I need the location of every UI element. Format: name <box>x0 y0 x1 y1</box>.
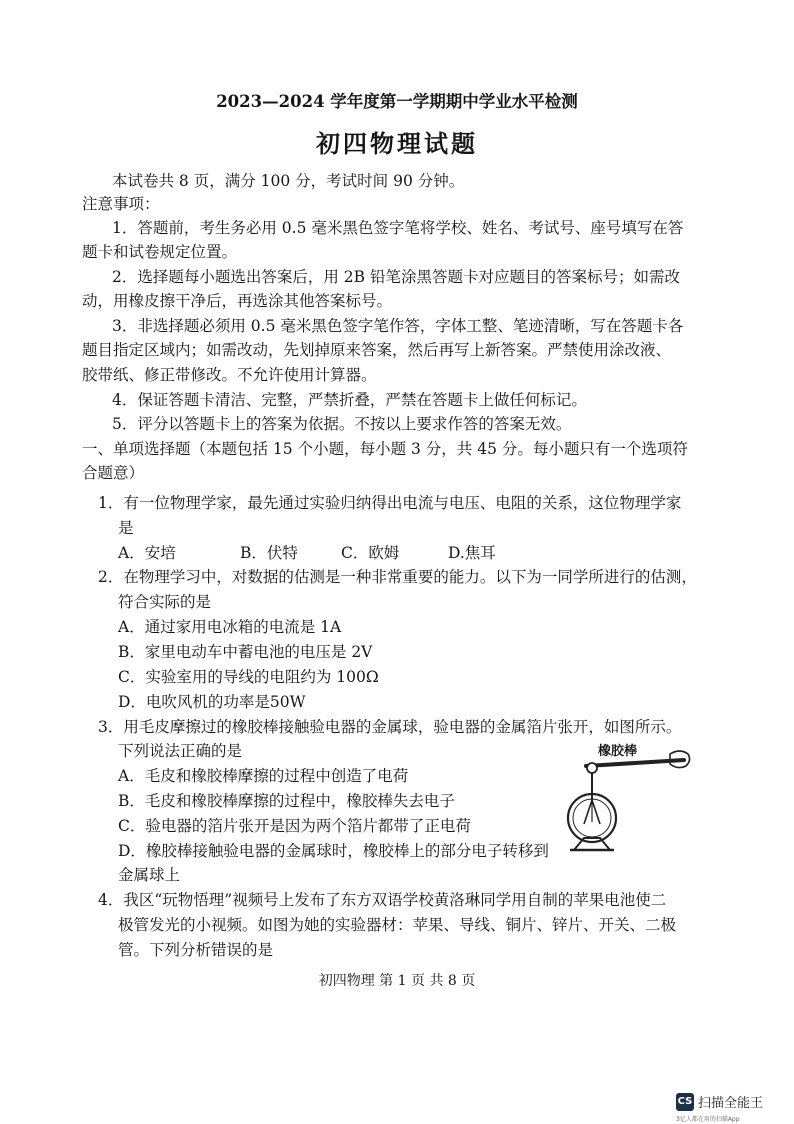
question-2-stem-cont: 符合实际的是 <box>118 593 212 611</box>
question-1-stem-cont: 是 <box>118 519 134 537</box>
note-line: 3．非选择题必须用 0.5 毫米黑色签字笔作答，字体工整、笔迹清晰，写在答题卡各 <box>112 317 684 335</box>
question-1-option-a: A．安培 <box>118 544 176 562</box>
note-line: 1．答题前，考生务必用 0.5 毫米黑色签字笔将学校、姓名、考试号、座号填写在答 <box>112 219 684 237</box>
note-line: 题卡和试卷规定位置。 <box>82 243 238 261</box>
question-1-option-b: B．伏特 <box>240 544 298 562</box>
section-heading: 一、单项选择题（本题包括 15 个小题，每小题 3 分，共 45 分。每小题只有一个选项符 <box>82 440 688 458</box>
question-1-option-c: C．欧姆 <box>341 544 400 562</box>
electroscope-figure <box>566 738 696 868</box>
scanner-watermark <box>676 1092 763 1111</box>
question-1-option-d: D.焦耳 <box>448 544 496 562</box>
exam-title: 初四物理试题 <box>316 129 478 158</box>
question-3-option-b: B．毛皮和橡胶棒摩擦的过程中，橡胶棒失去电子 <box>118 792 455 810</box>
exam-subtitle: 2023—2024 学年度第一学期期中学业水平检测 <box>216 92 578 111</box>
page-footer: 初四物理 第 1 页 共 8 页 <box>318 973 476 989</box>
question-3-option-c: C．验电器的箔片张开是因为两个箔片都带了正电荷 <box>118 817 471 835</box>
question-4-stem-cont: 极管发光的小视频。如图为她的实验器材：苹果、导线、铜片、锌片、开关、二极 <box>118 916 677 934</box>
question-3-stem: 3．用毛皮摩擦过的橡胶棒接触验电器的金属球，验电器的金属箔片张开，如图所示。 <box>98 718 682 736</box>
question-3-option-a: A．毛皮和橡胶棒摩擦的过程中创造了电荷 <box>118 767 409 785</box>
note-line: 胶带纸、修正带修改。不允许使用计算器。 <box>82 366 377 384</box>
note-line: 2．选择题每小题选出答案后，用 2B 铅笔涂黑答题卡对应题目的答案标号；如需改 <box>112 268 680 286</box>
scanner-logo-icon: CS <box>676 1093 694 1111</box>
exam-intro: 本试卷共 8 页，满分 100 分，考试时间 90 分钟。 <box>112 172 465 190</box>
question-2-option-d: D．电吹风机的功率是50W <box>118 693 306 711</box>
question-4-stem-cont: 管。下列分析错误的是 <box>118 941 274 959</box>
question-3-option-d-cont: 金属球上 <box>118 866 181 884</box>
note-line: 动，用橡皮擦干净后，再选涂其他答案标号。 <box>82 292 393 310</box>
question-4-stem: 4．我区“玩物悟理”视频号上发布了东方双语学校黄洛琳同学用自制的苹果电池使二 <box>98 891 667 909</box>
question-2-option-a: A．通过家用电冰箱的电流是 1A <box>118 618 342 636</box>
question-1-stem: 1．有一位物理学家，最先通过实验归纳得出电流与电压、电阻的关系，这位物理学家 <box>98 494 682 512</box>
notes-heading: 注意事项： <box>82 195 160 213</box>
scanner-tagline: 3亿人都在用的扫描App <box>676 1116 740 1123</box>
question-2-option-b: B．家里电动车中蓄电池的电压是 2V <box>118 643 373 661</box>
note-line: 5．评分以答题卡上的答案为依据。不按以上要求作答的答案无效。 <box>112 415 572 433</box>
section-heading-cont: 合题意） <box>82 464 145 482</box>
figure-label-rubber-rod: 橡胶棒 <box>598 744 638 759</box>
question-2-stem: 2．在物理学习中，对数据的估测是一种非常重要的能力。以下为一同学所进行的估测， <box>98 568 697 586</box>
question-3-option-d: D．橡胶棒接触验电器的金属球时，橡胶棒上的部分电子转移到 <box>118 842 549 860</box>
scanner-app-name: 扫描全能王 <box>698 1096 764 1111</box>
question-3-stem-cont: 下列说法正确的是 <box>118 742 243 760</box>
note-line: 4．保证答题卡清洁、完整，严禁折叠，严禁在答题卡上做任何标记。 <box>112 391 587 409</box>
question-2-option-c: C．实验室用的导线的电阻约为 100Ω <box>118 668 379 686</box>
note-line: 题目指定区域内；如需改动，先划掉原来答案，然后再写上新答案。严禁使用涂改液、 <box>82 341 672 359</box>
